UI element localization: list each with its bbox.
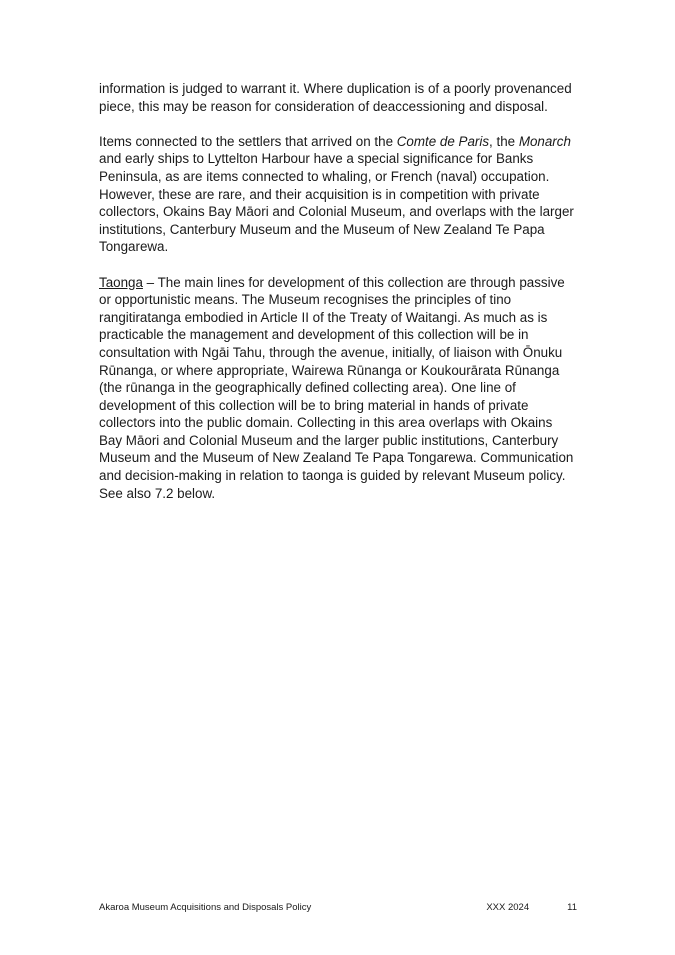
footer-page-number: 11 [567, 902, 577, 913]
text-run: – The main lines for development of this collection are through passive or opportunistic means. The Museum recognises the principles of tino rangitiratanga embodied in Article II of the Treaty of Waitangi. As much as is practicable the management and development of this collection will be in consultation with Ngāi Tahu, through the avenue, initially, of liaison with Ōnuku Rūnanga, or where appropriate, Wairewa Rūnanga or Koukourārata Rūnanga (the rūnanga in the geographically defined collecting area). One line of development of this collection will be to bring material in hands of private collectors into the public domain. Collecting in this area overlaps with Okains Bay Māori and Colonial Museum and the larger public institutions, Canterbury Museum and the Museum of New Zealand Te Papa Tongarewa. Communication and decision-making in relation to taonga is guided by relevant Museum policy. See also 7.2 below. [99, 274, 574, 501]
text-run: , the [489, 133, 519, 149]
page-footer [99, 902, 577, 914]
text-run: Items connected to the settlers that arrived on the [99, 133, 397, 149]
paragraph [99, 274, 578, 503]
text-run: Comte de Paris [396, 133, 490, 149]
paragraph [99, 80, 578, 115]
text-run: Taonga [99, 274, 143, 290]
text-run: and early ships to Lyttelton Harbour have a special significance for Banks Peninsula, as are items connected to whaling, or French (naval) occupation. However, these are rare, and their acquisition is in competition with private collectors, Okains Bay Māori and Colonial Museum, and overlaps with the larger institutions, Canterbury Museum and the Museum of New Zealand Te Papa Tongarewa. [99, 151, 574, 255]
footer-title: Akaroa Museum Acquisitions and Disposals Policy [99, 902, 312, 913]
footer-date: XXX 2024 [486, 902, 530, 913]
text-run: Monarch [518, 133, 571, 149]
document-body [99, 80, 578, 520]
text-run: information is judged to warrant it. Where duplication is of a poorly provenanced piece, this may be reason for consideration of deaccessioning and disposal. [99, 81, 572, 114]
paragraph [99, 133, 578, 256]
